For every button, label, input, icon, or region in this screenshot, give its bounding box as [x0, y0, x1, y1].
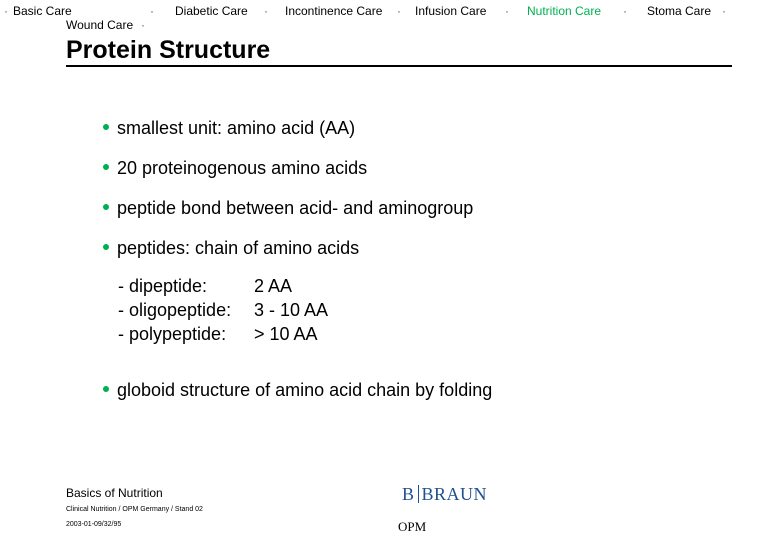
slide-title: Protein Structure — [66, 36, 271, 64]
bullet-text: peptide bond between acid- and aminogroup — [117, 198, 474, 218]
nav-separator: · — [4, 4, 8, 18]
bullet-dot-icon — [103, 244, 109, 250]
nav-separator: · — [505, 4, 509, 18]
footer-info — [66, 486, 203, 528]
nav-separator: · — [623, 4, 627, 18]
bullet-dot-icon — [103, 124, 109, 130]
bullet-item — [103, 380, 492, 401]
nav-item-nutrition-care[interactable]: Nutrition Care — [527, 4, 602, 18]
logo-divider — [418, 485, 419, 503]
bullet-dot-icon — [103, 204, 109, 210]
top-navigation — [0, 4, 780, 34]
bullet-dot-icon — [103, 164, 109, 170]
sublist-label: - polypeptide: — [118, 324, 227, 344]
bullet-item — [103, 238, 359, 259]
nav-item-basic-care[interactable]: Basic Care — [13, 4, 72, 18]
nav-item-stoma-care[interactable]: Stoma Care — [647, 4, 712, 18]
bullet-item — [103, 158, 367, 179]
bullet-text: peptides: chain of amino acids — [117, 238, 360, 258]
sublist-value: 3 - 10 AA — [254, 300, 329, 320]
logo-subtitle: OPM — [398, 519, 427, 534]
bullet-text: 20 proteinogenous amino acids — [117, 158, 368, 178]
footer-department: Clinical Nutrition / OPM Germany / Stand 02 — [66, 506, 203, 513]
logo-letter: B — [402, 484, 415, 504]
title-underline — [66, 65, 732, 67]
nav-separator: · — [150, 4, 154, 18]
nav-item-diabetic-care[interactable]: Diabetic Care — [175, 4, 248, 18]
sublist-label: - dipeptide: — [118, 276, 208, 296]
peptide-sublist — [118, 274, 328, 346]
sublist-item — [118, 322, 328, 346]
sublist-label: - oligopeptide: — [118, 300, 232, 320]
sublist-value: 2 AA — [254, 276, 293, 296]
bullet-item — [103, 118, 355, 139]
bullet-dot-icon — [103, 386, 109, 392]
bullet-item — [103, 198, 473, 219]
footer-title: Basics of Nutrition — [66, 486, 163, 500]
sublist-item — [118, 298, 328, 322]
nav-separator: · — [722, 4, 726, 18]
bullet-text: smallest unit: amino acid (AA) — [117, 118, 356, 138]
bullet-text: globoid structure of amino acid chain by folding — [117, 380, 493, 400]
sublist-value: > 10 AA — [254, 324, 318, 344]
nav-separator: · — [397, 4, 401, 18]
nav-separator: · — [141, 18, 145, 32]
nav-item-incontinence-care[interactable]: Incontinence Care — [285, 4, 383, 18]
nav-item-infusion-care[interactable]: Infusion Care — [415, 4, 487, 18]
nav-separator: · — [264, 4, 268, 18]
braun-logo — [402, 484, 487, 505]
sublist-item — [118, 274, 328, 298]
footer-date-code: 2003-01-09/32/95 — [66, 521, 122, 528]
nav-item-wound-care[interactable]: Wound Care — [66, 18, 134, 32]
logo-wordmark: BRAUN — [421, 484, 488, 504]
